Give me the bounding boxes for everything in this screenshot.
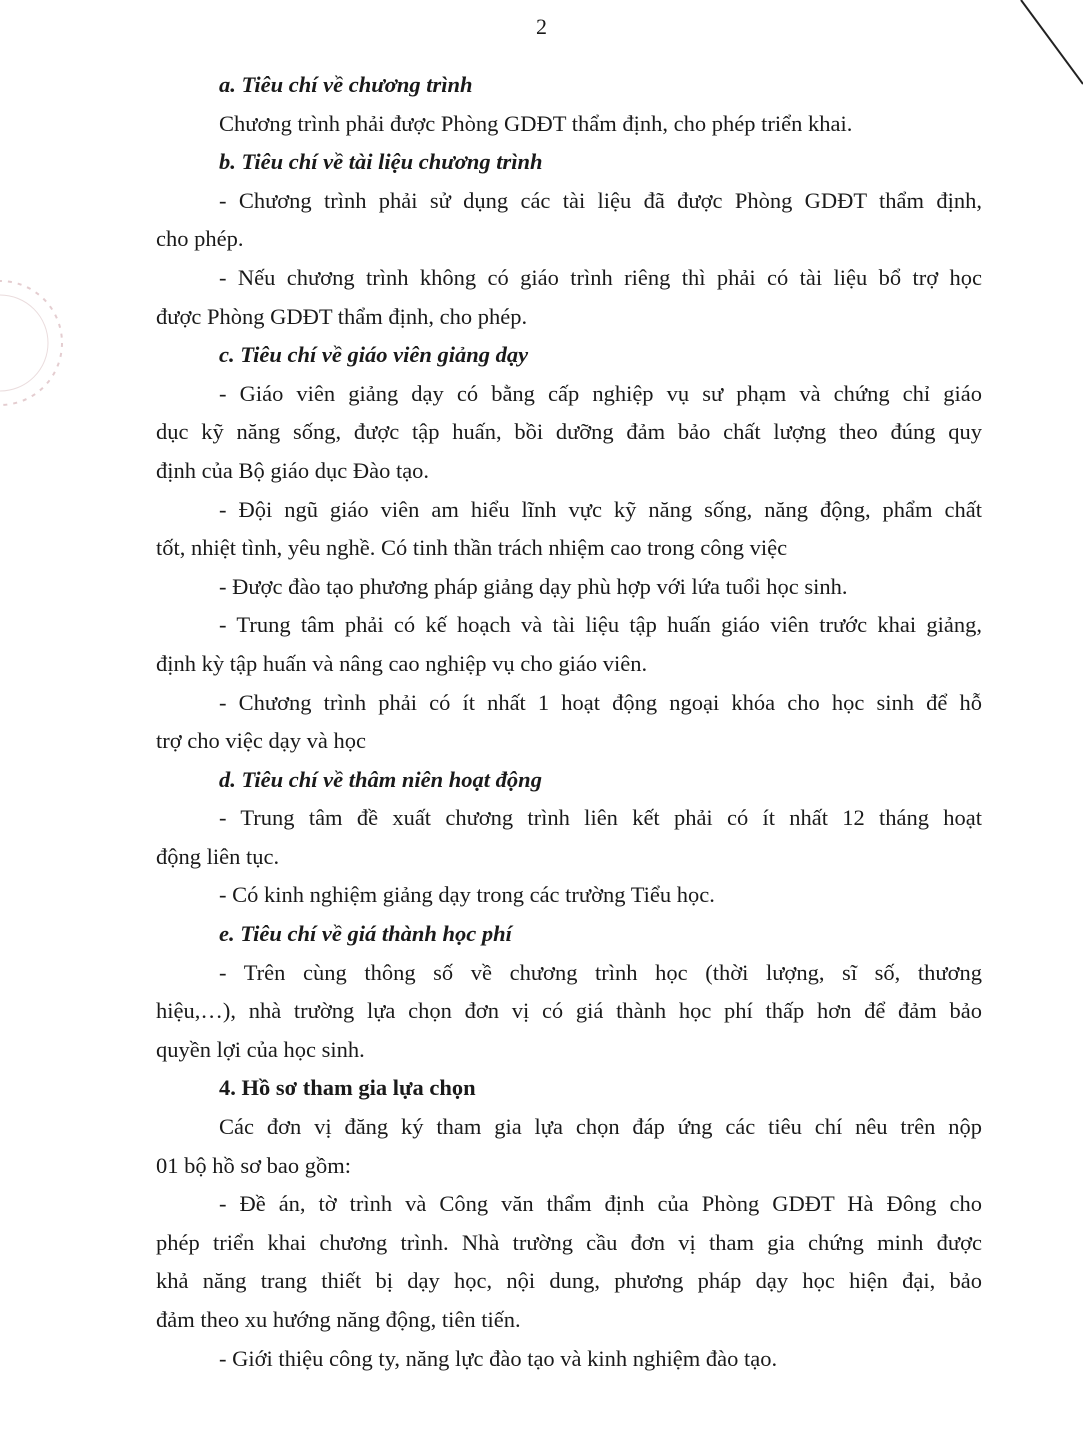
paragraph-line: phép triển khai chương trình. Nhà trường cầu đơn vị tham gia chứng minh được: [156, 1229, 982, 1255]
page-number: 2: [536, 14, 547, 39]
paragraph-line: trợ cho việc dạy và học: [156, 728, 366, 754]
paragraph-line: Các đơn vị đăng ký tham gia lựa chọn đáp ứng các tiêu chí nêu trên nộp: [219, 1114, 982, 1140]
paragraph-line: - Chương trình phải có ít nhất 1 hoạt động ngoại khóa cho học sinh để hỗ: [219, 689, 982, 715]
paragraph-line: quyền lợi của học sinh.: [156, 1036, 365, 1062]
paragraph-line: - Nếu chương trình không có giáo trình riêng thì phải có tài liệu bổ trợ học: [219, 264, 982, 290]
paragraph-line: động liên tục.: [156, 843, 280, 869]
paragraph-line: định của Bộ giáo dục Đào tạo.: [156, 457, 430, 483]
section-d-heading: d. Tiêu chí về thâm niên hoạt động: [219, 766, 542, 792]
paragraph-line: - Trung tâm đề xuất chương trình liên kết phải có ít nhất 12 tháng hoạt: [219, 805, 982, 831]
paragraph-line: đảm theo xu hướng năng động, tiên tiến.: [156, 1307, 521, 1332]
section-b-heading: b. Tiêu chí về tài liệu chương trình: [219, 149, 543, 175]
paragraph-line: - Đội ngũ giáo viên am hiểu lĩnh vực kỹ năng sống, năng động, phẩm chất: [219, 496, 982, 522]
paragraph-line: - Giáo viên giảng dạy có bằng cấp nghiệp vụ sư phạm và chứng chỉ giáo: [219, 380, 982, 406]
section-4-heading: 4. Hồ sơ tham gia lựa chọn: [219, 1075, 476, 1101]
paragraph-line: - Trung tâm phải có kế hoạch và tài liệu tập huấn giáo viên trước khai giảng,: [219, 612, 982, 638]
section-a-heading: a. Tiêu chí về chương trình: [219, 72, 473, 97]
paragraph: - Giới thiệu công ty, năng lực đào tạo và kinh nghiệm đào tạo.: [219, 1345, 778, 1371]
paragraph-line: hiệu,…), nhà trường lựa chọn đơn vị có giá thành học phí thấp hơn để đảm bảo: [156, 998, 982, 1024]
paragraph-line: - Đề án, tờ trình và Công văn thẩm định của Phòng GDĐT Hà Đông cho: [219, 1191, 982, 1217]
paragraph-line: 01 bộ hồ sơ bao gồm:: [156, 1152, 352, 1178]
paragraph-line: được Phòng GDĐT thẩm định, cho phép.: [156, 303, 528, 329]
paragraph-line: định kỳ tập huấn và nâng cao nghiệp vụ cho giáo viên.: [156, 650, 648, 676]
section-e-heading: e. Tiêu chí về giá thành học phí: [219, 921, 512, 947]
paragraph: - Có kinh nghiệm giảng dạy trong các trường Tiểu học.: [219, 882, 715, 908]
paragraph-line: dục kỹ năng sống, được tập huấn, bồi dưỡng đảm bảo chất lượng theo đúng quy: [156, 419, 982, 445]
section-c-heading: c. Tiêu chí về giáo viên giảng dạy: [219, 342, 529, 368]
paragraph-line: cho phép.: [156, 226, 244, 252]
document-body: [156, 66, 982, 1378]
faded-stamp-mark: [0, 268, 80, 418]
paragraph-line: - Chương trình phải sử dụng các tài liệu đã được Phòng GDĐT thẩm định,: [219, 187, 982, 213]
paragraph: Chương trình phải được Phòng GDĐT thẩm định, cho phép triển khai.: [219, 110, 853, 136]
paragraph-line: tốt, nhiệt tình, yêu nghề. Có tinh thần trách nhiệm cao trong công việc: [156, 535, 788, 561]
paragraph-line: - Trên cùng thông số về chương trình học (thời lượng, sĩ số, thương: [219, 959, 982, 985]
paragraph: - Được đào tạo phương pháp giảng dạy phù hợp với lứa tuổi học sinh.: [219, 573, 848, 599]
paragraph-line: khả năng trang thiết bị dạy học, nội dung, phương pháp dạy học hiện đại, bảo: [156, 1268, 982, 1294]
